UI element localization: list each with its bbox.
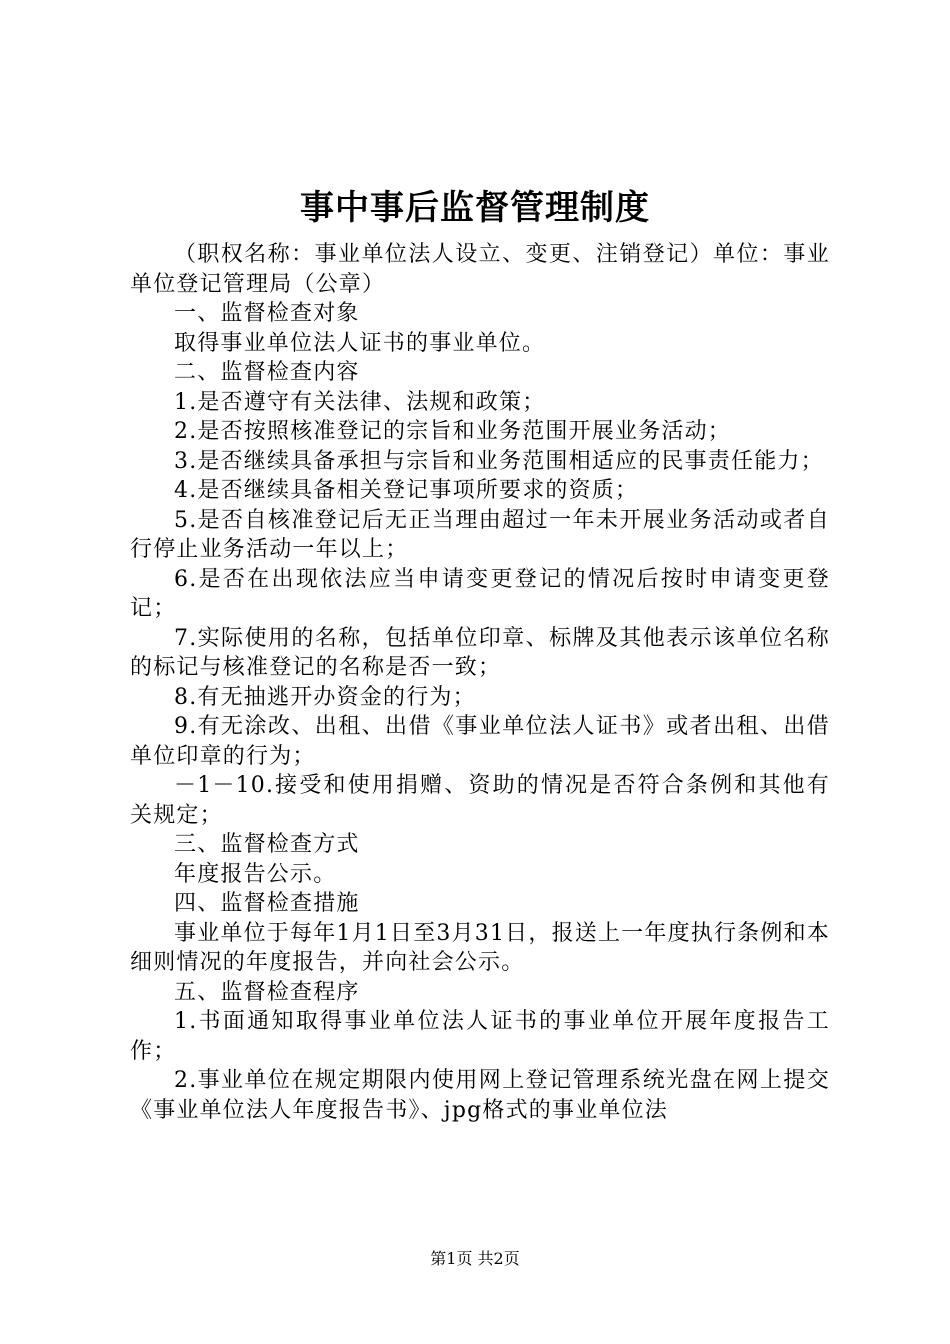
list-item: 7.实际使用的名称，包括单位印章、标牌及其他表示该单位名称的标记与核准登记的名称是否一致； xyxy=(130,625,830,680)
list-item: 1.是否遵守有关法律、法规和政策； xyxy=(174,389,546,415)
list-item: 2.事业单位在规定期限内使用网上登记管理系统光盘在网上提交《事业单位法人年度报告书》、jpg格式的事业单位法 xyxy=(130,1068,830,1123)
list-item: 5.是否自核准登记后无正当理由超过一年未开展业务活动或者自行停止业务活动一年以上； xyxy=(130,507,830,562)
paragraph-header: （职权名称：事业单位法人设立、变更、注销登记）单位：事业单位登记管理局（公章） xyxy=(130,242,830,297)
list-item: 6.是否在出现依法应当申请变更登记的情况后按时申请变更登记； xyxy=(130,566,830,621)
paragraph: 年度报告公示。 xyxy=(174,861,337,887)
paragraph: 取得事业单位法人证书的事业单位。 xyxy=(174,330,546,356)
section-heading: 二、监督检查内容 xyxy=(174,360,360,385)
list-item: 2.是否按照核准登记的宗旨和业务范围开展业务活动； xyxy=(174,419,731,444)
list-item: 4.是否继续具备相关登记事项所要求的资质； xyxy=(174,478,639,503)
section-heading: 五、监督检查程序 xyxy=(174,979,360,1005)
paragraph: 事业单位于每年1月1日至3月31日，报送上一年度执行条例和本细则情况的年度报告，并向社会公示。 xyxy=(130,920,830,975)
list-item: 3.是否继续具备承担与宗旨和业务范围相适应的民事责任能力； xyxy=(174,448,824,474)
list-item: 1.书面通知取得事业单位法人证书的事业单位开展年度报告工作； xyxy=(130,1009,830,1064)
section-heading: 三、监督检查方式 xyxy=(174,832,360,857)
list-item: －1－10.接受和使用捐赠、资助的情况是否符合条例和其他有关规定； xyxy=(130,773,830,828)
list-item: 8.有无抽逃开办资金的行为； xyxy=(174,684,476,710)
page-number-footer: 第1页 共2页 xyxy=(430,1249,520,1268)
document-body xyxy=(130,240,830,1125)
section-heading: 四、监督检查措施 xyxy=(174,891,360,916)
list-item: 9.有无涂改、出租、出借《事业单位法人证书》或者出租、出借单位印章的行为； xyxy=(130,714,830,769)
document-title: 事中事后监督管理制度 xyxy=(300,188,650,228)
section-heading: 一、监督检查对象 xyxy=(174,301,360,326)
